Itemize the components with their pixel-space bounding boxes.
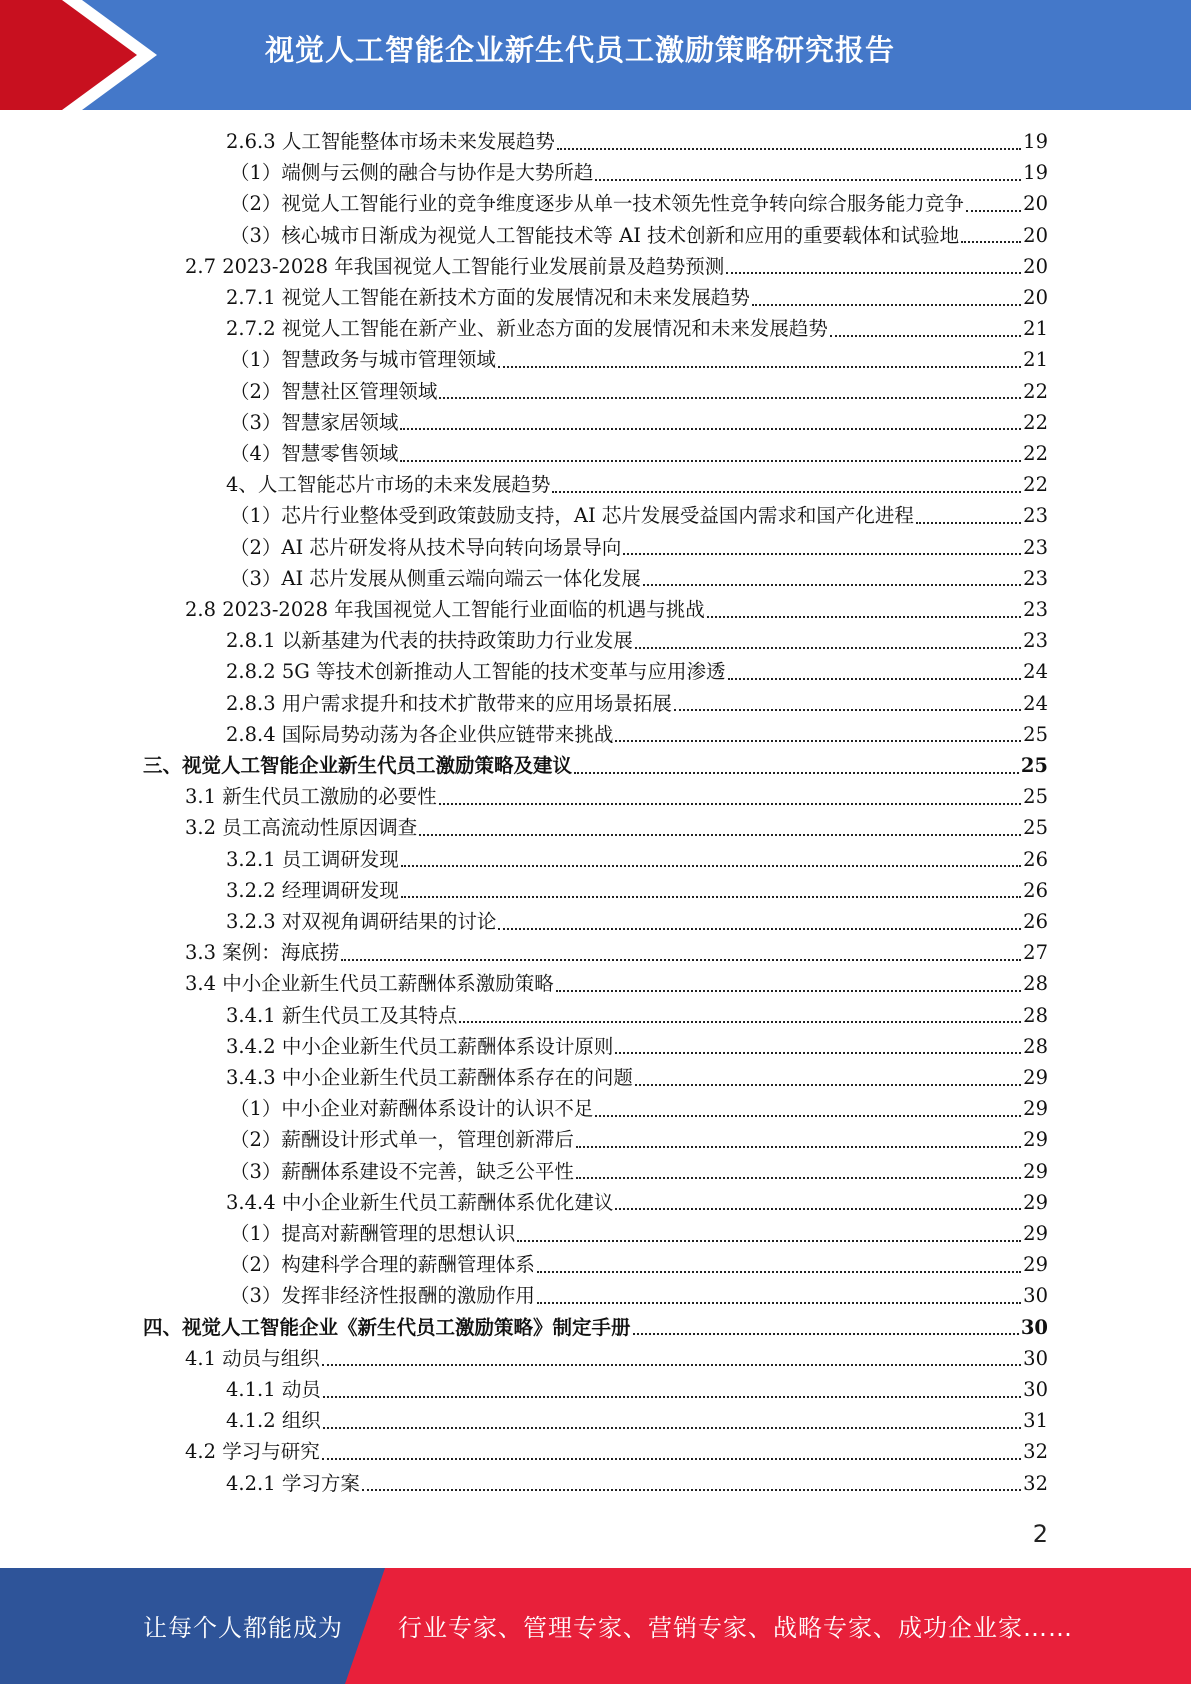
toc-entry-title: 2.8.3 用户需求提升和技术扩散带来的应用场景拓展 xyxy=(226,691,672,715)
toc-entry[interactable] xyxy=(143,1312,1048,1343)
toc-entry-page: 28 xyxy=(1023,972,1048,996)
toc-entry[interactable] xyxy=(185,812,1048,843)
toc-entry[interactable] xyxy=(226,1405,1048,1436)
toc-entry[interactable] xyxy=(226,844,1048,875)
toc-entry-title: 3.2.1 员工调研发现 xyxy=(226,847,399,871)
toc-entry-title: 2.6.3 人工智能整体市场未来发展趋势 xyxy=(226,130,555,153)
header-title: 视觉人工智能企业新生代员工激励策略研究报告 xyxy=(265,33,896,67)
toc-entry[interactable] xyxy=(185,968,1048,999)
toc-entry-page: 25 xyxy=(1023,785,1048,809)
toc-entry[interactable] xyxy=(226,1062,1048,1093)
toc-entry-title: 2.7.2 视觉人工智能在新产业、新业态方面的发展情况和未来发展趋势 xyxy=(226,317,828,341)
toc-leader-dots xyxy=(726,272,1021,274)
toc-leader-dots xyxy=(537,1271,1021,1273)
toc-entry-page: 30 xyxy=(1023,1378,1048,1401)
toc-leader-dots xyxy=(961,241,1021,243)
toc-entry[interactable] xyxy=(226,282,1048,313)
toc-leader-dots xyxy=(552,491,1021,493)
toc-entry[interactable] xyxy=(226,625,1048,656)
toc-entry[interactable] xyxy=(230,1093,1048,1124)
toc-leader-dots xyxy=(401,865,1021,867)
toc-entry-title: 3.2 员工高流动性原因调查 xyxy=(185,816,418,840)
toc-entry-page: 23 xyxy=(1023,535,1048,559)
toc-entry[interactable] xyxy=(226,906,1048,937)
toc-entry[interactable] xyxy=(230,1156,1048,1187)
toc-entry[interactable] xyxy=(230,532,1048,563)
toc-leader-dots xyxy=(576,1146,1021,1148)
toc-entry-page: 32 xyxy=(1023,1440,1048,1464)
toc-entry[interactable] xyxy=(185,1343,1048,1374)
toc-entry[interactable] xyxy=(185,251,1048,282)
toc-entry[interactable] xyxy=(226,688,1048,719)
toc-entry-title: 4.2.1 学习方案 xyxy=(226,1471,360,1495)
toc-entry-page: 22 xyxy=(1023,473,1048,497)
toc-entry-page: 23 xyxy=(1023,504,1048,528)
toc-leader-dots xyxy=(439,397,1021,399)
toc-entry-page: 20 xyxy=(1023,286,1048,309)
toc-entry-title: 2.8.1 以新基建为代表的扶持政策助力行业发展 xyxy=(226,629,633,653)
toc-entry-title: （2）视觉人工智能行业的竞争维度逐步从单一技术领先性竞争转向综合服务能力竞争 xyxy=(230,192,964,216)
toc-entry[interactable] xyxy=(230,1249,1048,1280)
toc-entry-page: 29 xyxy=(1023,1253,1048,1277)
toc-entry-page: 29 xyxy=(1023,1066,1048,1089)
toc-entry[interactable] xyxy=(230,1218,1048,1249)
toc-entry-page: 29 xyxy=(1023,1222,1048,1245)
toc-leader-dots xyxy=(322,1364,1021,1366)
toc-entry-title: 4.1.2 组织 xyxy=(226,1409,321,1433)
toc-entry[interactable] xyxy=(230,157,1048,188)
toc-entry[interactable] xyxy=(230,1124,1048,1155)
toc-entry-title: 2.8 2023-2028 年我国视觉人工智能行业面临的机遇与挑战 xyxy=(185,598,705,621)
page-header xyxy=(0,0,1191,110)
toc-leader-dots xyxy=(323,1396,1021,1398)
toc-entry-page: 22 xyxy=(1023,442,1048,465)
toc-entry-title: （1）智慧政务与城市管理领域 xyxy=(230,348,496,372)
toc-leader-dots xyxy=(674,709,1021,711)
toc-entry-page: 31 xyxy=(1023,1409,1048,1433)
footer-slogan-left: 让每个人都能成为 xyxy=(143,1614,343,1642)
toc-entry-page: 22 xyxy=(1023,410,1048,434)
toc-entry-page: 29 xyxy=(1023,1097,1048,1121)
toc-entry[interactable] xyxy=(230,438,1048,469)
toc-leader-dots xyxy=(633,1333,1019,1335)
toc-entry-title: 3.4 中小企业新生代员工薪酬体系激励策略 xyxy=(185,972,554,996)
toc-leader-dots xyxy=(752,304,1021,306)
toc-leader-dots xyxy=(623,553,1021,555)
toc-entry-title: （3）核心城市日渐成为视觉人工智能技术等 AI 技术创新和应用的重要载体和试验地 xyxy=(230,223,960,247)
toc-leader-dots xyxy=(401,896,1021,898)
toc-entry-title: 3.4.1 新生代员工及其特点 xyxy=(226,1003,458,1027)
toc-entry-title: 2.8.4 国际局势动荡为各企业供应链带来挑战 xyxy=(226,722,614,746)
toc-entry[interactable] xyxy=(226,469,1048,500)
toc-entry[interactable] xyxy=(143,750,1048,781)
toc-entry-title: 4.1 动员与组织 xyxy=(185,1346,320,1370)
toc-leader-dots xyxy=(830,335,1021,337)
toc-leader-dots xyxy=(323,1427,1021,1429)
page-number: 2 xyxy=(1032,1520,1048,1548)
toc-leader-dots xyxy=(728,678,1022,680)
toc-entry-title: 3.4.4 中小企业新生代员工薪酬体系优化建议 xyxy=(226,1190,614,1214)
toc-entry-page: 21 xyxy=(1023,348,1048,372)
toc-entry-page: 24 xyxy=(1023,660,1048,684)
toc-leader-dots xyxy=(615,1052,1021,1054)
toc-entry[interactable] xyxy=(226,313,1048,344)
toc-entry-title: 三、视觉人工智能企业新生代员工激励策略及建议 xyxy=(143,754,573,777)
toc-leader-dots xyxy=(498,366,1021,368)
toc-entry-page: 25 xyxy=(1023,722,1048,746)
toc-entry-title: 3.2.3 对双视角调研结果的讨论 xyxy=(226,910,497,933)
toc-leader-dots xyxy=(517,1240,1021,1242)
toc-entry[interactable] xyxy=(230,220,1048,251)
toc-entry-title: （3）薪酬体系建设不完善，缺乏公平性 xyxy=(230,1159,574,1183)
toc-entry-page: 30 xyxy=(1023,1284,1048,1308)
toc-entry-page: 28 xyxy=(1023,1003,1048,1027)
toc-entry-title: 4、人工智能芯片市场的未来发展趋势 xyxy=(226,473,551,497)
toc-entry-page: 30 xyxy=(1020,1315,1048,1339)
toc-leader-dots xyxy=(916,522,1021,524)
toc-entry[interactable] xyxy=(230,407,1048,438)
toc-leader-dots xyxy=(419,834,1021,836)
toc-entry[interactable] xyxy=(185,594,1048,625)
toc-entry-title: 3.3 案例：海底捞 xyxy=(185,941,340,965)
toc-leader-dots xyxy=(615,740,1021,742)
toc-entry[interactable] xyxy=(226,126,1048,157)
toc-entry-page: 20 xyxy=(1023,192,1048,216)
toc-entry-title: （1）端侧与云侧的融合与协作是大势所趋 xyxy=(230,161,594,185)
toc-leader-dots xyxy=(576,1177,1021,1179)
toc-entry[interactable] xyxy=(230,344,1048,375)
toc-entry[interactable] xyxy=(230,188,1048,219)
footer-slogan-right: 行业专家、管理专家、营销专家、战略专家、成功企业家…… xyxy=(398,1614,1073,1642)
toc-entry[interactable] xyxy=(226,875,1048,906)
toc-leader-dots xyxy=(635,1084,1021,1086)
toc-leader-dots xyxy=(459,1021,1021,1023)
toc-entry-page: 19 xyxy=(1023,161,1048,185)
toc-entry-page: 19 xyxy=(1023,130,1048,153)
toc-entry[interactable] xyxy=(185,781,1048,812)
toc-entry-title: （2）AI 芯片研发将从技术导向转向场景导向 xyxy=(230,535,622,559)
toc-leader-dots xyxy=(966,210,1021,212)
toc-entry-page: 23 xyxy=(1023,629,1048,653)
toc-entry[interactable] xyxy=(230,1280,1048,1311)
toc-leader-dots xyxy=(707,616,1021,618)
toc-leader-dots xyxy=(362,1489,1021,1491)
toc-entry[interactable] xyxy=(226,656,1048,687)
toc-leader-dots xyxy=(498,928,1021,930)
toc-entry-page: 22 xyxy=(1023,379,1048,403)
toc-entry-page: 23 xyxy=(1023,598,1048,621)
toc-entry-title: （2）智慧社区管理领域 xyxy=(230,379,438,403)
toc-entry-page: 26 xyxy=(1023,910,1048,933)
toc-entry[interactable] xyxy=(185,937,1048,968)
toc-entry[interactable] xyxy=(226,1031,1048,1062)
toc-entry-page: 25 xyxy=(1020,754,1048,777)
toc-leader-dots xyxy=(341,959,1021,961)
page-footer xyxy=(0,1568,1191,1684)
toc-entry-title: 3.4.3 中小企业新生代员工薪酬体系存在的问题 xyxy=(226,1066,633,1089)
toc-leader-dots xyxy=(595,1115,1021,1117)
toc-entry-title: （3）智慧家居领域 xyxy=(230,410,399,434)
toc-leader-dots xyxy=(595,179,1021,181)
toc-entry-page: 28 xyxy=(1023,1034,1048,1058)
toc-entry-page: 32 xyxy=(1023,1471,1048,1495)
toc-entry-title: 2.7.1 视觉人工智能在新技术方面的发展情况和未来发展趋势 xyxy=(226,286,750,309)
toc-leader-dots xyxy=(643,584,1021,586)
toc-leader-dots xyxy=(439,803,1021,805)
toc-entry-page: 26 xyxy=(1023,878,1048,902)
toc-entry-title: 四、视觉人工智能企业《新生代员工激励策略》制定手册 xyxy=(143,1315,631,1339)
toc-entry-title: 2.8.2 5G 等技术创新推动人工智能的技术变革与应用渗透 xyxy=(226,660,726,684)
toc-entry-page: 29 xyxy=(1023,1190,1048,1214)
toc-entry[interactable] xyxy=(230,563,1048,594)
toc-entry[interactable] xyxy=(185,1436,1048,1467)
toc-leader-dots xyxy=(574,772,1019,774)
toc-leader-dots xyxy=(556,990,1021,992)
toc-leader-dots xyxy=(635,647,1021,649)
toc-entry-title: （2）构建科学合理的薪酬管理体系 xyxy=(230,1253,535,1277)
toc-entry-title: （2）薪酬设计形式单一，管理创新滞后 xyxy=(230,1128,574,1152)
toc-entry[interactable] xyxy=(226,1468,1048,1499)
toc-entry-title: 3.1 新生代员工激励的必要性 xyxy=(185,785,437,809)
toc-entry-page: 27 xyxy=(1023,941,1048,965)
toc-entry-page: 23 xyxy=(1023,566,1048,590)
toc-entry-page: 25 xyxy=(1023,816,1048,840)
toc-entry-page: 20 xyxy=(1023,223,1048,247)
toc-entry[interactable] xyxy=(230,376,1048,407)
toc-leader-dots xyxy=(557,148,1021,150)
toc-entry-page: 26 xyxy=(1023,847,1048,871)
toc-leader-dots xyxy=(400,428,1021,430)
toc-entry-page: 29 xyxy=(1023,1128,1048,1152)
toc-entry-title: （3）发挥非经济性报酬的激励作用 xyxy=(230,1284,535,1308)
toc-entry[interactable] xyxy=(226,719,1048,750)
toc-entry[interactable] xyxy=(226,1374,1048,1405)
toc-entry[interactable] xyxy=(226,1187,1048,1218)
toc-entry-title: （1）提高对薪酬管理的思想认识 xyxy=(230,1222,516,1245)
toc-leader-dots xyxy=(537,1302,1021,1304)
toc-entry-title: 3.4.2 中小企业新生代员工薪酬体系设计原则 xyxy=(226,1034,614,1058)
toc-entry-title: 4.1.1 动员 xyxy=(226,1378,321,1401)
toc-entry-page: 29 xyxy=(1023,1159,1048,1183)
toc-leader-dots xyxy=(615,1208,1021,1210)
toc-entry-page: 21 xyxy=(1023,317,1048,341)
toc-entry-title: 2.7 2023-2028 年我国视觉人工智能行业发展前景及趋势预测 xyxy=(185,254,725,278)
toc-entry-page: 20 xyxy=(1023,254,1048,278)
toc-entry-page: 24 xyxy=(1023,691,1048,715)
toc-entry-page: 30 xyxy=(1023,1346,1048,1370)
toc-leader-dots xyxy=(322,1458,1021,1460)
toc-entry-title: （1）芯片行业整体受到政策鼓励支持，AI 芯片发展受益国内需求和国产化进程 xyxy=(230,504,914,528)
toc-entry[interactable] xyxy=(226,1000,1048,1031)
toc-entry-title: 3.2.2 经理调研发现 xyxy=(226,878,399,902)
toc-entry[interactable] xyxy=(230,500,1048,531)
toc-entry-title: （3）AI 芯片发展从侧重云端向端云一体化发展 xyxy=(230,566,641,590)
toc-entry-title: （1）中小企业对薪酬体系设计的认识不足 xyxy=(230,1097,594,1121)
toc-leader-dots xyxy=(400,460,1021,462)
toc-entry-title: （4）智慧零售领域 xyxy=(230,442,399,465)
toc-entry-title: 4.2 学习与研究 xyxy=(185,1440,320,1464)
